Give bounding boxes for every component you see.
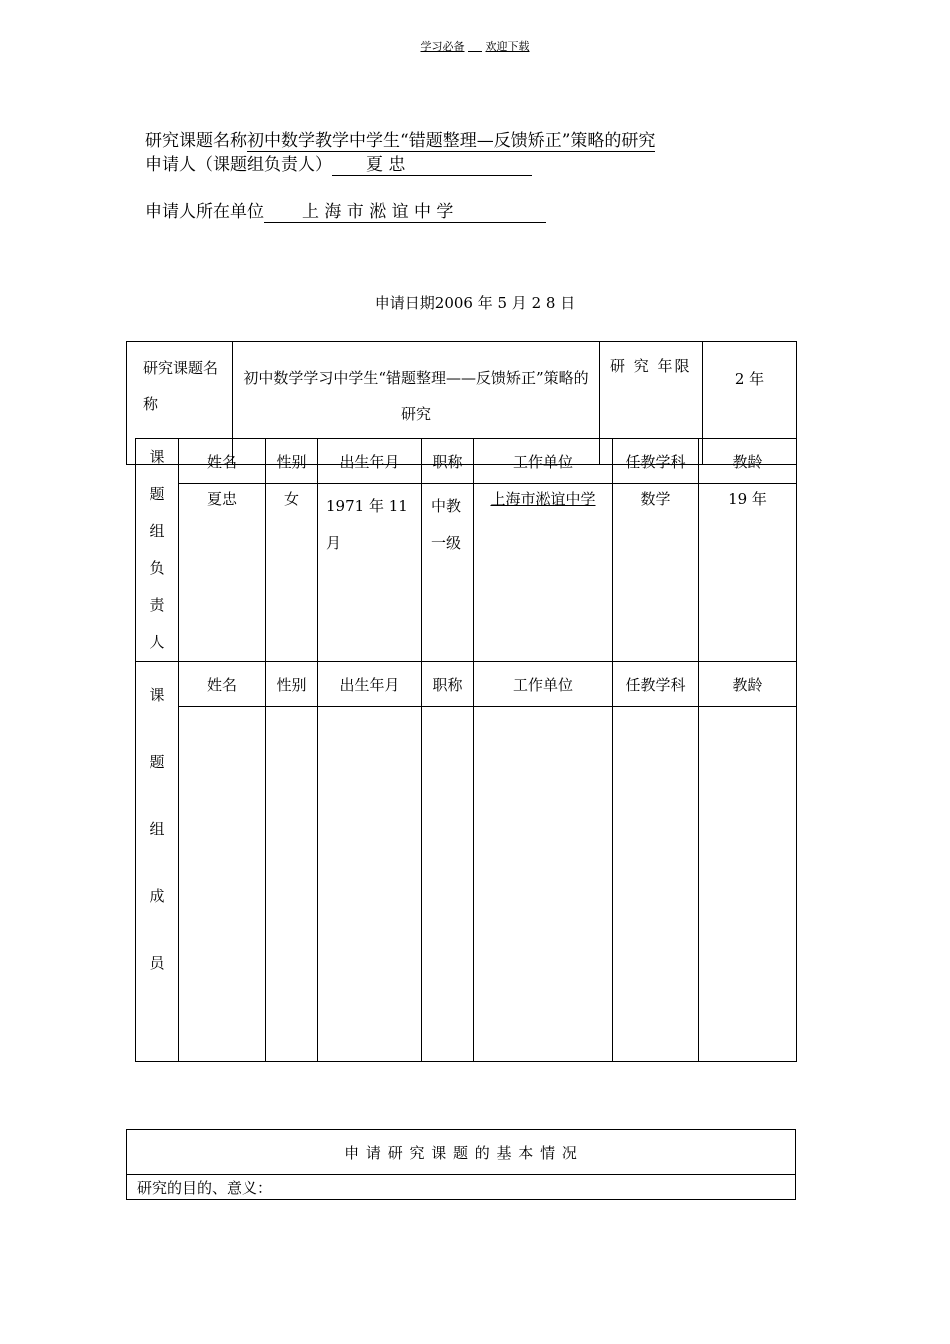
topic-table-label: 研究课题名称 (127, 342, 233, 465)
leader-title: 中教一级 (422, 484, 474, 662)
members-side-label: 课 题 组 成 员 (136, 662, 179, 1062)
members-header-unit: 工作单位 (474, 662, 613, 707)
topic-value: 初中数学教学中学生“错题整理—反馈矫正”策略的研究 (247, 131, 656, 151)
unit-line (145, 197, 546, 223)
basic-title: 申 请 研 究 课 题 的 基 本 情 况 (127, 1130, 796, 1175)
topic-line (145, 126, 655, 152)
members-header-title: 职称 (422, 662, 474, 707)
page-header (0, 38, 950, 54)
members-header-years: 教龄 (699, 662, 797, 707)
leader-header-gender: 性别 (266, 439, 318, 484)
members-cell-unit (474, 707, 613, 1062)
basic-table (126, 1129, 796, 1200)
applicant-value: 夏 忠 (332, 155, 532, 176)
leader-header-title: 职称 (422, 439, 474, 484)
leader-header-subject: 任教学科 (613, 439, 699, 484)
team-table (135, 438, 797, 1062)
leader-birth: 1971 年 11 月 (318, 484, 422, 662)
members-cell-birth (318, 707, 422, 1062)
members-cell-subject (613, 707, 699, 1062)
members-header-subject: 任教学科 (613, 662, 699, 707)
leader-gender: 女 (266, 484, 318, 662)
unit-value: 上 海 市 淞 谊 中 学 (264, 202, 546, 223)
leader-years: 19 年 (699, 484, 797, 662)
period-label: 研 究 年限 (600, 342, 703, 465)
header-left-text: 学习必备 (420, 40, 465, 53)
leader-unit: 上海市淞谊中学 (474, 484, 613, 662)
leader-header-name: 姓名 (179, 439, 266, 484)
leader-header-years: 教龄 (699, 439, 797, 484)
members-cell-title (422, 707, 474, 1062)
applicant-line (145, 150, 532, 176)
leader-header-unit: 工作单位 (474, 439, 613, 484)
members-header-birth: 出生年月 (318, 662, 422, 707)
leader-header-birth: 出生年月 (318, 439, 422, 484)
application-date: 申请日期2006 年 5 月 2 8 日 (374, 294, 576, 312)
members-header-gender: 性别 (266, 662, 318, 707)
header-right-text: 欢迎下载 (485, 40, 530, 53)
leader-subject: 数学 (613, 484, 699, 662)
members-cell-years (699, 707, 797, 1062)
members-cell-gender (266, 707, 318, 1062)
period-value: 2 年 (703, 342, 797, 465)
applicant-label: 申请人（课题组负责人） (145, 155, 332, 175)
unit-label: 申请人所在单位 (145, 202, 264, 222)
purpose-label: 研究的目的、意义： (127, 1175, 796, 1200)
topic-table-value: 初中数学学习中学生“错题整理——反馈矫正”策略的研究 (233, 342, 600, 465)
leader-name: 夏忠 (179, 484, 266, 662)
members-cell-name (179, 707, 266, 1062)
leader-side-label: 课 题 组 负 责 人 (136, 439, 179, 662)
topic-label: 研究课题名称 (145, 131, 247, 151)
members-header-name: 姓名 (179, 662, 266, 707)
